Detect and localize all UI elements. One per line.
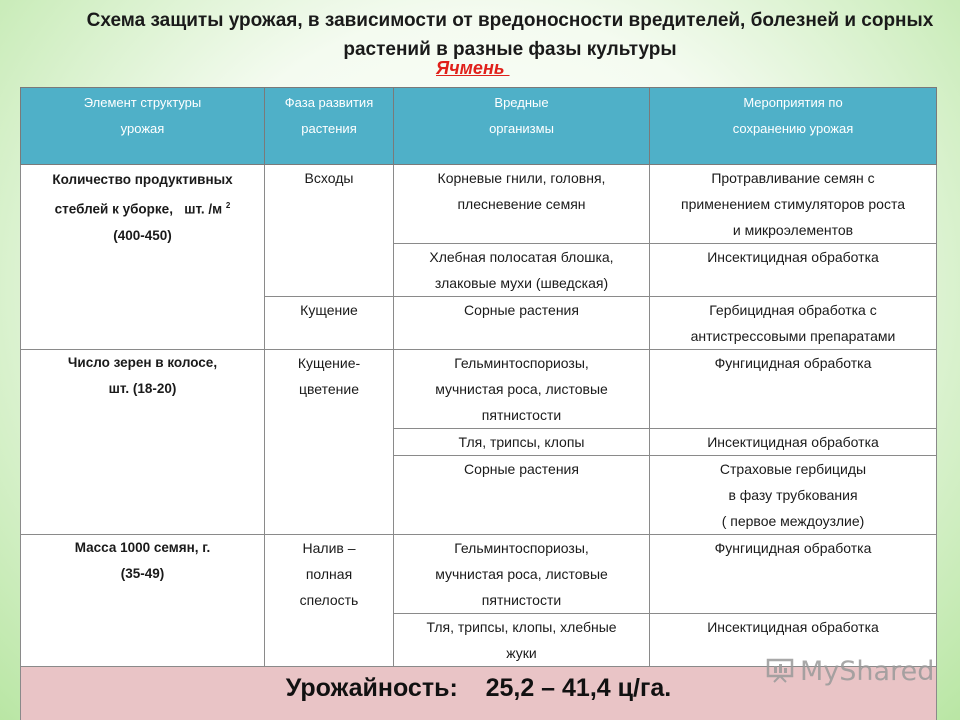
page-title: Схема защиты урожая, в зависимости от вредоносности вредителей, болезней и сорных растений в разные фазы культуры: [86, 10, 934, 60]
yield-value: 25,2 – 41,4 ц/га.: [485, 674, 672, 702]
measure-cell: Фунгицидная обработка: [650, 350, 937, 429]
phase-cell: Налив – полная спелость: [265, 535, 394, 667]
header-element: Элемент структуры урожая: [21, 88, 265, 165]
table-header-row: [21, 88, 937, 165]
measure-cell: Протравливание семян с применением стимуляторов роста и микроэлементов: [650, 165, 937, 244]
organism-cell: Хлебная полосатая блошка, злаковые мухи (шведская): [394, 244, 650, 297]
measure-cell: Гербицидная обработка с антистрессовыми препаратами: [650, 297, 937, 350]
organism-cell: Сорные растения: [394, 297, 650, 350]
protection-table: [20, 87, 937, 720]
yield-label: Урожайность:: [285, 674, 458, 702]
organism-cell: Гельминтоспориозы, мучнистая роса, листовые пятнистости: [394, 535, 650, 614]
phase-cell: Кущение: [265, 297, 394, 350]
watermark-text: MyShared: [800, 656, 935, 687]
header-phase: Фаза развития растения: [265, 88, 394, 165]
phase-cell: Всходы: [265, 165, 394, 297]
organism-cell: Корневые гнили, головня, плесневение семян: [394, 165, 650, 244]
element-cell-grains: Число зерен в колосе, шт. (18-20): [21, 350, 265, 535]
phase-cell: Кущение- цветение: [265, 350, 394, 535]
measure-cell: Инсектицидная обработка: [650, 429, 937, 456]
organism-cell: Тля, трипсы, клопы: [394, 429, 650, 456]
organism-cell: Тля, трипсы, клопы, хлебные жуки: [394, 614, 650, 667]
table-row: [21, 165, 937, 244]
measure-cell: Фунгицидная обработка: [650, 535, 937, 614]
element-cell-stems: Количество продуктивных стеблей к уборке, шт. /м $^2$ (400-450): [21, 165, 265, 350]
element-cell-mass: Масса 1000 семян, г. (35-49): [21, 535, 265, 667]
crop-name: Ячмень: [436, 58, 510, 78]
presentation-icon: [766, 657, 796, 683]
measure-cell: Инсектицидная обработка: [650, 614, 937, 667]
table-row: [21, 350, 937, 429]
organism-cell: Гельминтоспориозы, мучнистая роса, листовые пятнистости: [394, 350, 650, 429]
watermark: [766, 656, 934, 687]
header-organisms: Вредные организмы: [394, 88, 650, 165]
measure-cell: Инсектицидная обработка: [650, 244, 937, 297]
header-measures: Мероприятия по сохранению урожая: [650, 88, 937, 165]
measure-cell: Страховые гербициды в фазу трубкования ( первое междоузлие): [650, 456, 937, 535]
organism-cell: Сорные растения: [394, 456, 650, 535]
table-row: [21, 535, 937, 614]
